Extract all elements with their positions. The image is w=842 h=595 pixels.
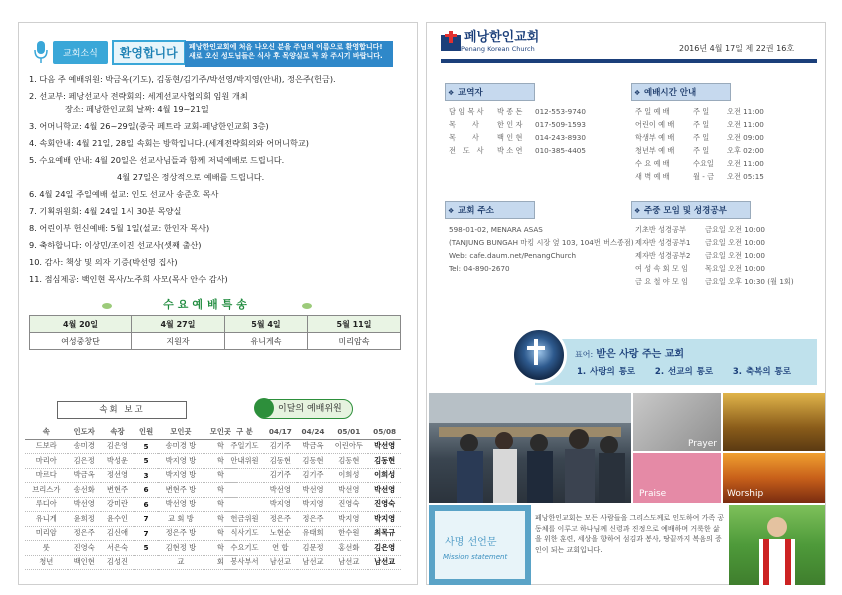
worship-label: Worship [727,489,764,499]
worship-cell: 노현순 [264,526,297,541]
worship-cell: 박선영 [368,483,401,498]
worship-time-row [635,105,764,118]
worship-day: 월 - 금 [693,172,715,181]
study-name: 제자반 성경공부1 [635,238,691,247]
worship-cell: 남선교 [368,555,401,570]
worship-cell: 박선영 [297,483,330,498]
worship-cell: 박지영 [368,512,401,527]
table-row [25,555,237,570]
news-item: 11. 점심제공: 백인현 목사/노주희 사모(목사 안수 감사) [29,274,228,284]
theme-item: 3. 축복의 통로 [732,367,791,377]
worship-name: 청년부 예 배 [635,146,675,155]
microphone-icon [29,39,53,65]
news-item: 장소: 페낭한인교회 날짜: 4월 19~21일 [65,104,209,114]
study-time: 목요일 오전 10:00 [705,264,765,273]
mission-subtitle: Mission statement [443,553,508,561]
table-row [225,541,401,556]
attendance-cell: 룻 [25,541,68,556]
attendance-header-row [25,425,237,439]
table-row [25,468,237,483]
worship-cell: 김동현 [297,454,330,469]
staff-phone: 017-509-1593 [535,120,586,129]
study-name: 여 성 속 회 모 임 [635,264,689,273]
table-row [25,541,237,556]
worship-header-cell: 04/17 [264,425,297,439]
attendance-header-cell: 속장 [101,425,134,439]
attendance-cell: 송미경 [68,439,101,454]
attendance-cell: 7 [134,512,158,527]
news-list [29,73,399,286]
study-time: 금요일 오전 10:00 [705,225,765,234]
news-item: 2. 선교부: 페낭선교사 전략회의: 세계선교사협의회 임원 개최 [29,91,248,101]
worship-day: 주 일 [693,107,710,116]
praise-label: Praise [639,489,667,499]
worship-cell: 김동현 [368,454,401,469]
church-name: 페낭한인교회 [464,30,540,45]
worship-cell: 홍선화 [329,541,368,556]
prayer-tile [633,393,721,451]
staff-phone: 012-553-9740 [535,107,586,116]
attendance-title: 속회 보고 [57,401,187,419]
study-time: 금요일 오전 10:00 [705,251,765,260]
attendance-cell: 루디아 [25,497,68,512]
song-group: 지원자 [131,333,224,350]
staff-row [449,105,586,118]
attendance-cell: 서은숙 [101,541,134,556]
table-row [225,468,401,483]
worship-header-cell: 04/24 [297,425,330,439]
worship-cell: 김은영 [368,541,401,556]
attendance-cell: 6 [134,483,158,498]
attendance-cell: 박성운 [101,454,134,469]
worship-time: 오전 11:00 [727,120,764,129]
worship-cell: 정은주 [297,512,330,527]
leaf-ornament-icon [101,297,113,309]
worship-cell: 이린아두 [329,439,368,454]
worship-cell: 한수원 [329,526,368,541]
song-date: 4월 20일 [30,316,132,333]
staff-role: 담 임 목 사 [449,107,484,116]
attendance-cell: 송미경 방 [158,439,204,454]
worship-day: 주 일 [693,133,710,142]
attendance-cell: 진영숙 [68,541,101,556]
worship-time-heading: ❖ 예배시간 안내 [631,83,731,101]
news-item: 4. 속회안내: 4월 21일, 28일 속회는 방학입니다.(세계전략회의와 어머니학교) [29,138,309,148]
table-row [225,555,401,570]
attendance-cell: 5 [134,439,158,454]
song-date: 5월 11일 [308,316,401,333]
mission-text: 페낭한인교회는 모든 사람들을 그리스도께로 인도하여 가족 공동체를 이루고 하나님께 신령과 진정으로 예배하며 거룩한 삶을 위한 훈련, 세상을 향하여 섬김과 봉사, 땅끝까지 복음의 증인이 되는 교회입니다. [535,514,725,554]
theme-items [577,365,791,377]
attendance-cell: 5 [134,541,158,556]
worship-cell [225,497,264,512]
attendance-cell: 백인현 [68,555,101,570]
song-group: 여성중창단 [30,333,132,350]
worship-cell: 김동현 [329,454,368,469]
staff-phone: 010-385-4405 [535,146,586,155]
congregation-photo [429,393,631,503]
study-row [635,223,794,236]
worship-day: 수요일 [693,159,714,168]
attendance-header-cell: 모인곳 [158,425,204,439]
worship-name: 학생부 예 배 [635,133,675,142]
worship-cell: 김문정 [297,541,330,556]
worship-name: 어린이 예 배 [635,120,675,129]
attendance-cell: 박지영 방 [158,468,204,483]
church-logo [441,31,539,53]
worship-time-row [635,157,764,170]
worship-name: 수 요 예 배 [635,159,670,168]
attendance-cell: 정은주 [68,526,101,541]
news-item: 8. 어린이부 헌신예배: 5월 1일(설교: 한인자 목사) [29,223,210,233]
attendance-cell: 5 [134,454,158,469]
pastor-photo [729,505,825,585]
cross-icon [511,327,567,383]
badge-icon [254,398,274,418]
study-time: 금요일 오전 10:00 [705,238,765,247]
church-name-en: Penang Korean Church [461,45,535,53]
worship-header-cell: 구 분 [225,425,264,439]
address-line: Tel: 04-890-2670 [449,264,510,273]
attendance-cell: 박지영 방 [158,454,204,469]
address-line: Web: cafe.daum.net/PenangChurch [449,251,577,260]
song-date: 5월 4일 [224,316,307,333]
worship-cell: 남선교 [264,555,297,570]
attendance-cell [134,555,158,570]
worship-cell: 수요기도 [225,541,264,556]
worship-cell: 주일기도 [225,439,264,454]
attendance-cell: 김성진 [101,555,134,570]
attendance-cell: 윤희정 [68,512,101,527]
worship-committee-label: 이달의 예배위원 [278,404,342,414]
worship-cell: 진영숙 [329,497,368,512]
attendance-cell: 유니게 [25,512,68,527]
staff-name: 한 인 자 [497,120,523,129]
attendance-cell: 학 [204,526,237,541]
news-item: 3. 어머니학교: 4월 26~29일(중국 페트라 교회-페낭한인교회 3층) [29,121,269,131]
attendance-cell: 김신애 [101,526,134,541]
attendance-cell: 미리암 [25,526,68,541]
table-row [225,483,401,498]
worship-time: 오후 02:00 [727,146,764,155]
worship-cell: 남선교 [297,555,330,570]
address-heading: ❖ 교회 주소 [445,201,535,219]
church-logo-icon [441,31,461,51]
attendance-header-cell: 인도자 [68,425,101,439]
address-line: 598-01-02, MENARA ASAS [449,225,543,234]
worship-time-list [635,105,764,183]
right-page [426,22,826,585]
attendance-cell: 강미란 [101,497,134,512]
staff-row [449,131,586,144]
worship-cell: 김동현 [264,454,297,469]
table-row [225,439,401,454]
worship-cell: 박지영 [297,497,330,512]
worship-time: 오전 05:15 [727,172,764,181]
attendance-cell: 김은정 [68,454,101,469]
staff-role: 목 사 [449,133,479,142]
worship-day: 주 일 [693,120,710,129]
attendance-cell: 윤수인 [101,512,134,527]
attendance-cell: 드보라 [25,439,68,454]
staff-name: 박 종 돈 [497,107,523,116]
staff-name: 백 인 현 [497,133,523,142]
worship-cell [225,468,264,483]
mission-title: 사명 선언문 [445,537,497,548]
attendance-cell: 학 [204,454,237,469]
attendance-cell: 변현주 방 [158,483,204,498]
attendance-cell: 박선영 [68,497,101,512]
news-item: 10. 감사: 책상 및 의자 기증(박선영 집사) [29,257,178,267]
attendance-cell: 마르다 [25,468,68,483]
worship-cell [225,483,264,498]
attendance-cell: 박금옥 [68,468,101,483]
study-name: 제자반 성경공부2 [635,251,691,260]
worship-name: 새 벽 예 배 [635,172,670,181]
staff-heading: ❖ 교역자 [445,83,535,101]
attendance-cell: 학 [204,468,237,483]
news-item: 7. 기획위원회: 4월 24일 1시 30분 목양실 [29,206,182,216]
worship-committee-title [255,399,353,419]
attendance-cell: 마리아 [25,454,68,469]
news-item: 9. 축하합니다: 이상민/조이진 선교사(셋째 출산) [29,240,202,250]
worship-cell: 헌금위원 [225,512,264,527]
leaf-ornament-icon [301,297,313,309]
worship-cell: 박선영 [368,439,401,454]
study-row [635,275,794,288]
theme-item: 2. 선교의 통로 [654,367,714,377]
attendance-cell: 김은영 [101,439,134,454]
worship-cell: 남선교 [329,555,368,570]
worship-header-cell: 05/01 [329,425,368,439]
staff-row [449,144,586,157]
praise-crowd-tile [723,393,825,451]
attendance-cell: 학 [204,483,237,498]
table-row [25,439,237,454]
theme-item: 1. 사랑의 통로 [577,367,636,377]
worship-cell: 진영숙 [368,497,401,512]
theme-text: 받은 사랑 주는 교회 [596,349,685,360]
attendance-header-cell: 인원 [134,425,158,439]
staff-role: 목 사 [449,120,479,129]
study-name: 기초반 성경공부 [635,225,686,234]
address-block [449,223,634,275]
news-item: 6. 4월 24일 주일예배 설교: 인도 선교사 송준호 목사 [29,189,219,199]
attendance-header-cell: 속 [25,425,68,439]
attendance-cell: 브리스가 [25,483,68,498]
worship-cell: 연 합 [264,541,297,556]
theme-title [575,345,684,360]
news-tag: 교회소식 [53,41,108,64]
worship-cell: 박지영 [264,497,297,512]
attendance-header-cell: 모인곳 [204,425,237,439]
table-row [225,526,401,541]
welcome-tag: 환영합니다 [112,40,186,65]
worship-tile [723,453,825,503]
worship-time: 오전 11:00 [727,107,764,116]
staff-phone: 014-243-8930 [535,133,586,142]
song-group: 미리암속 [308,333,401,350]
worship-cell: 김기주 [264,468,297,483]
worship-time: 오전 09:00 [727,133,764,142]
special-song-banner: 수요예배특송 [163,298,251,311]
worship-cell: 이희성 [368,468,401,483]
address-line: (TANJUNG BUNGAH 마킹 시장 옆 103, 104번 버스종점) [449,238,634,247]
news-item: 1. 다음 주 예배위원: 박금옥(기도), 김동현/김기주/박선영/박지영(안내), 정은주(헌금). [29,74,336,84]
worship-cell: 식사기도 [225,526,264,541]
table-row [225,454,401,469]
table-row [25,483,237,498]
welcome-line: 페낭한인교회에 처음 나오신 분을 주님의 이름으로 환영합니다! [189,43,383,51]
worship-cell: 이희성 [329,468,368,483]
attendance-cell: 7 [134,526,158,541]
worship-time: 오전 11:00 [727,159,764,168]
worship-time-row [635,118,764,131]
worship-time-row [635,131,764,144]
worship-header-cell: 05/08 [368,425,401,439]
header-divider [441,59,817,63]
left-page [18,22,418,585]
staff-name: 박 소 연 [497,146,523,155]
study-time: 금요일 오후 10:30 (월 1회) [705,277,794,286]
attendance-cell: 3 [134,468,158,483]
staff-list [449,105,586,157]
worship-cell: 김기주 [264,439,297,454]
prayer-label: Prayer [687,439,717,449]
study-row [635,236,794,249]
worship-time-row [635,170,764,183]
attendance-cell: 정선영 [101,468,134,483]
table-row [225,497,401,512]
worship-name: 주 일 예 배 [635,107,670,116]
worship-cell: 박선영 [329,483,368,498]
attendance-cell: 학 [204,497,237,512]
attendance-table [25,425,237,570]
worship-cell: 안내위원 [225,454,264,469]
staff-role: 전 도 사 [449,146,484,155]
worship-cell: 유태희 [297,526,330,541]
study-heading: ❖ 주중 모임 및 성경공부 [631,201,751,219]
attendance-cell: 학 [204,439,237,454]
news-item: 4월 27일은 정상적으로 예배를 드립니다. [117,172,265,182]
praise-tile [633,453,721,503]
theme-prefix: 표어: [575,350,594,359]
table-row [25,526,237,541]
attendance-cell: 회 [204,555,237,570]
attendance-cell: 교 [158,555,204,570]
worship-cell: 박선영 [264,483,297,498]
attendance-cell: 학 [204,512,237,527]
attendance-cell: 박선영 방 [158,497,204,512]
worship-cell: 정은주 [264,512,297,527]
worship-cell: 박지영 [329,512,368,527]
study-row [635,262,794,275]
table-row [25,454,237,469]
attendance-cell: 김현정 방 [158,541,204,556]
table-row [25,512,237,527]
worship-day: 주 일 [693,146,710,155]
study-name: 금 요 철 야 모 임 [635,277,689,286]
study-list [635,223,794,288]
worship-cell: 박금옥 [297,439,330,454]
attendance-cell: 청년 [25,555,68,570]
attendance-cell: 정은주 방 [158,526,204,541]
mission-tile [429,505,531,585]
worship-cell: 봉사부서 [225,555,264,570]
attendance-cell: 6 [134,497,158,512]
welcome-line: 새로 오신 성도님들은 식사 후 목양실로 꼭 와 주시기 바랍니다. [189,52,383,60]
issue-date: 2016년 4월 17일 제 22권 16호 [679,44,795,53]
table-row [25,497,237,512]
welcome-message [185,41,393,67]
study-row [635,249,794,262]
special-song-table [29,315,401,350]
attendance-cell: 송선화 [68,483,101,498]
attendance-cell: 변현주 [101,483,134,498]
worship-time-row [635,144,764,157]
staff-row [449,118,586,131]
table-row [225,512,401,527]
news-item: 5. 수요예배 안내: 4월 20일은 선교사님들과 함께 저녁예배로 드립니다. [29,155,285,165]
worship-header-row [225,425,401,439]
song-date: 4월 27일 [131,316,224,333]
worship-committee-table [225,425,401,570]
news-header [29,39,186,65]
worship-cell: 최목규 [368,526,401,541]
attendance-cell: 교 회 방 [158,512,204,527]
attendance-cell: 학 [204,541,237,556]
worship-cell: 김기주 [297,468,330,483]
song-group: 유니게속 [224,333,307,350]
